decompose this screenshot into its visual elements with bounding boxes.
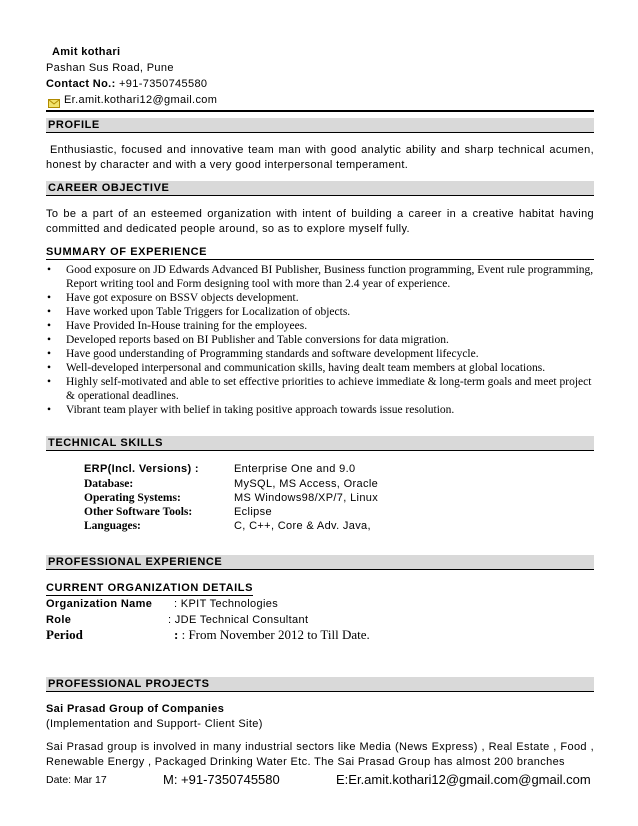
skill-value: MySQL, MS Access, Oracle xyxy=(234,478,379,490)
skill-key: Operating Systems: xyxy=(84,492,181,504)
list-item: • Vibrant team player with belief in taking positive approach towards issue resolution. xyxy=(47,404,455,416)
skills-heading: TECHNICAL SKILLS xyxy=(48,437,164,449)
contact-value: +91-7350745580 xyxy=(119,78,208,90)
list-item: • Developed reports based on BI Publisher and Table conversions for data migration. xyxy=(47,334,449,346)
career-text: To be a part of an esteemed organization with intent of building a career in a creative habitat having committed and dedicated people around, so as to explore myself fully. xyxy=(46,208,594,235)
footer-mobile: M: +91-7350745580 xyxy=(163,772,280,787)
summary-list xyxy=(46,263,596,417)
period-value: : : From November 2012 to Till Date. xyxy=(174,627,370,642)
experience-heading: PROFESSIONAL EXPERIENCE xyxy=(48,556,223,568)
email-link[interactable]: Er.amit.kothari12@gmail.com xyxy=(64,94,218,106)
footer-email[interactable]: E:Er.amit.kothari12@gmail.com@gmail.com xyxy=(336,772,591,787)
projects-heading-bar xyxy=(46,677,594,691)
role-value: : JDE Technical Consultant xyxy=(168,614,309,626)
list-item: • Have good understanding of Programming standards and software development lifecycle. xyxy=(47,348,479,360)
list-item: • Have worked upon Table Triggers for Localization of objects. xyxy=(47,306,351,318)
projects-heading: PROFESSIONAL PROJECTS xyxy=(48,678,210,690)
career-heading: CAREER OBJECTIVE xyxy=(48,182,170,194)
skill-value: Enterprise One and 9.0 xyxy=(234,463,356,475)
skill-key: Other Software Tools: xyxy=(84,506,193,518)
org-label: Organization Name xyxy=(46,598,153,610)
period-label: Period xyxy=(46,627,83,642)
profile-heading: PROFILE xyxy=(48,119,100,131)
summary-heading: SUMMARY OF EXPERIENCE xyxy=(46,246,208,258)
skill-value: Eclipse xyxy=(234,506,272,518)
role-label: Role xyxy=(46,614,72,626)
list-item: • Have got exposure on BSSV objects development. xyxy=(47,292,299,304)
envelope-icon xyxy=(48,95,60,104)
profile-text: Enthusiastic, focused and innovative team man with good analytic ability and sharp technical acumen, honest by character and with a very good interpersonal temperament. xyxy=(46,144,594,171)
footer-date: Date: Mar 17 xyxy=(46,774,107,786)
career-heading-bar xyxy=(46,181,594,195)
list-item: • Good exposure on JD Edwards Advanced BI Publisher, Business function programming, Event rule programming, Report writing tool and Form designing tool with more than 2.4 year of experience. xyxy=(47,264,594,290)
profile-heading-bar xyxy=(46,118,594,132)
current-org-underline xyxy=(46,595,253,596)
current-org-heading: CURRENT ORGANIZATION DETAILS xyxy=(46,582,254,594)
skills-table xyxy=(0,463,638,543)
contact-label: Contact No.: xyxy=(46,78,116,90)
list-item: • Highly self-motivated and able to set effective priorities to achieve immediate & long-term goals and meet project & operational deadlines. xyxy=(47,376,592,402)
project-subtitle: (Implementation and Support- Client Site) xyxy=(46,718,263,730)
skill-key: Languages: xyxy=(84,520,141,532)
summary-divider xyxy=(46,259,594,260)
experience-heading-bar xyxy=(46,555,594,569)
header-divider xyxy=(46,110,594,112)
project-title: Sai Prasad Group of Companies xyxy=(46,703,225,715)
project-text: Sai Prasad group is involved in many industrial sectors like Media (News Express) , Real Estate , Food , Renewable Energy , Packaged Drinking Water Etc. The Sai Prasad Group has almost 200 branches xyxy=(46,741,594,768)
skill-value: MS Windows98/XP/7, Linux xyxy=(234,492,379,504)
skill-key: ERP(Incl. Versions) : xyxy=(84,463,199,475)
list-item: • Well-developed interpersonal and communication skills, having dealt team members at global locations. xyxy=(47,362,546,374)
address: Pashan Sus Road, Pune xyxy=(46,62,174,74)
contact-line xyxy=(46,78,207,90)
period-text: : From November 2012 to Till Date. xyxy=(181,627,370,642)
skill-value: C, C++, Core & Adv. Java, xyxy=(234,520,371,532)
candidate-name: Amit kothari xyxy=(52,46,121,58)
list-item: • Have Provided In-House training for the employees. xyxy=(47,320,308,332)
skill-key: Database: xyxy=(84,478,134,490)
org-value: : KPIT Technologies xyxy=(174,598,279,610)
skills-heading-bar xyxy=(46,436,594,450)
